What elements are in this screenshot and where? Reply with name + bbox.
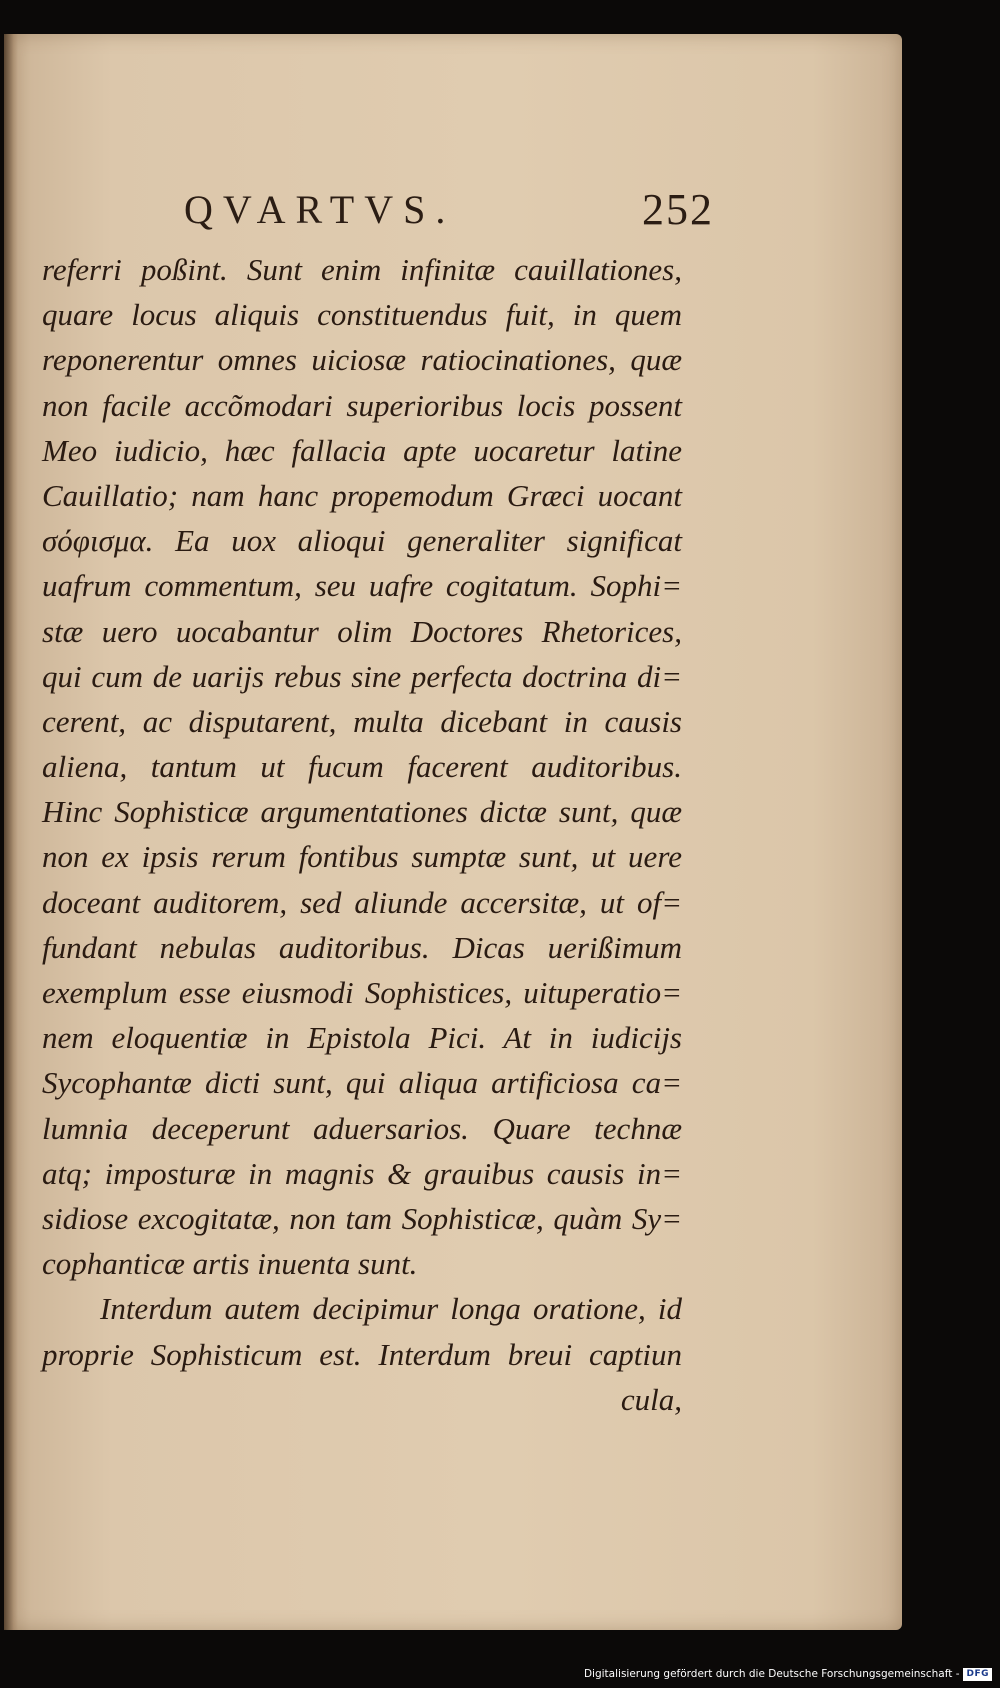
text-line: uafrum commentum, seu uafre cogitatum. Sophi=	[42, 568, 682, 604]
text-line: nem eloquentiæ in Epistola Pici. At in iudicijs	[42, 1020, 682, 1056]
book-page	[4, 34, 902, 1630]
page-binding-edge	[4, 34, 18, 1630]
text-line: doceant auditorem, sed aliunde accersitæ, ut of=	[42, 884, 682, 920]
page-header	[184, 186, 714, 236]
text-line: lumnia deceperunt aduersarios. Quare technæ	[42, 1110, 682, 1146]
text-line: qui cum de uarijs rebus sine perfecta doctrina di=	[42, 658, 682, 694]
text-line: fundant nebulas auditoribus. Dicas uerißimum	[42, 929, 682, 965]
text-line: reponerentur omnes uiciosæ ratiocinationes, quæ	[42, 342, 682, 378]
text-line: sidiose excogitatæ, non tam Sophisticæ, quàm Sy=	[42, 1200, 682, 1236]
text-line: Sycophantæ dicti sunt, qui aliqua artificiosa ca=	[42, 1065, 682, 1101]
paragraph-first-line: Interdum autem decipimur longa oratione, id	[100, 1291, 682, 1327]
text-line: σόφισμα. Ea uox alioqui generaliter significat	[42, 523, 682, 559]
credit-text: Digitalisierung gefördert durch die Deutsche Forschungsgemeinschaft -	[583, 1668, 960, 1680]
text-line: aliena, tantum ut fucum facerent auditoribus.	[42, 749, 682, 785]
text-line: quare locus aliquis constituendus fuit, in quem	[42, 297, 682, 333]
body-text	[42, 247, 682, 1422]
text-line: atq; imposturæ in magnis & grauibus causis in=	[42, 1155, 682, 1191]
catchword: cula,	[620, 1381, 682, 1417]
digitization-credit	[584, 1664, 992, 1684]
text-line: non ex ipsis rerum fontibus sumptæ sunt, ut uere	[42, 839, 682, 875]
page-number: 252	[642, 185, 714, 234]
text-line: referri poßint. Sunt enim infinitæ cauillationes,	[42, 252, 682, 287]
text-line: stæ uero uocabantur olim Doctores Rhetorices,	[42, 613, 682, 649]
dfg-logo: DFG	[963, 1668, 992, 1681]
text-line: Hinc Sophisticæ argumentationes dictæ sunt, quæ	[42, 794, 682, 830]
text-line: Meo iudicio, hæc fallacia apte uocaretur latine	[42, 432, 682, 468]
text-line: exemplum esse eiusmodi Sophistices, uituperatio=	[42, 975, 682, 1010]
text-line: Cauillatio; nam hanc propemodum Græci uocant	[42, 477, 682, 513]
running-head: QVARTVS.	[184, 187, 456, 232]
text-line: cerent, ac disputarent, multa dicebant in causis	[42, 703, 682, 739]
text-line: cophanticæ artis inuenta sunt.	[42, 1246, 418, 1282]
text-line: proprie Sophisticum est. Interdum breui captiun	[42, 1336, 682, 1372]
text-line: non facile accõmodari superioribus locis possent	[42, 387, 682, 423]
